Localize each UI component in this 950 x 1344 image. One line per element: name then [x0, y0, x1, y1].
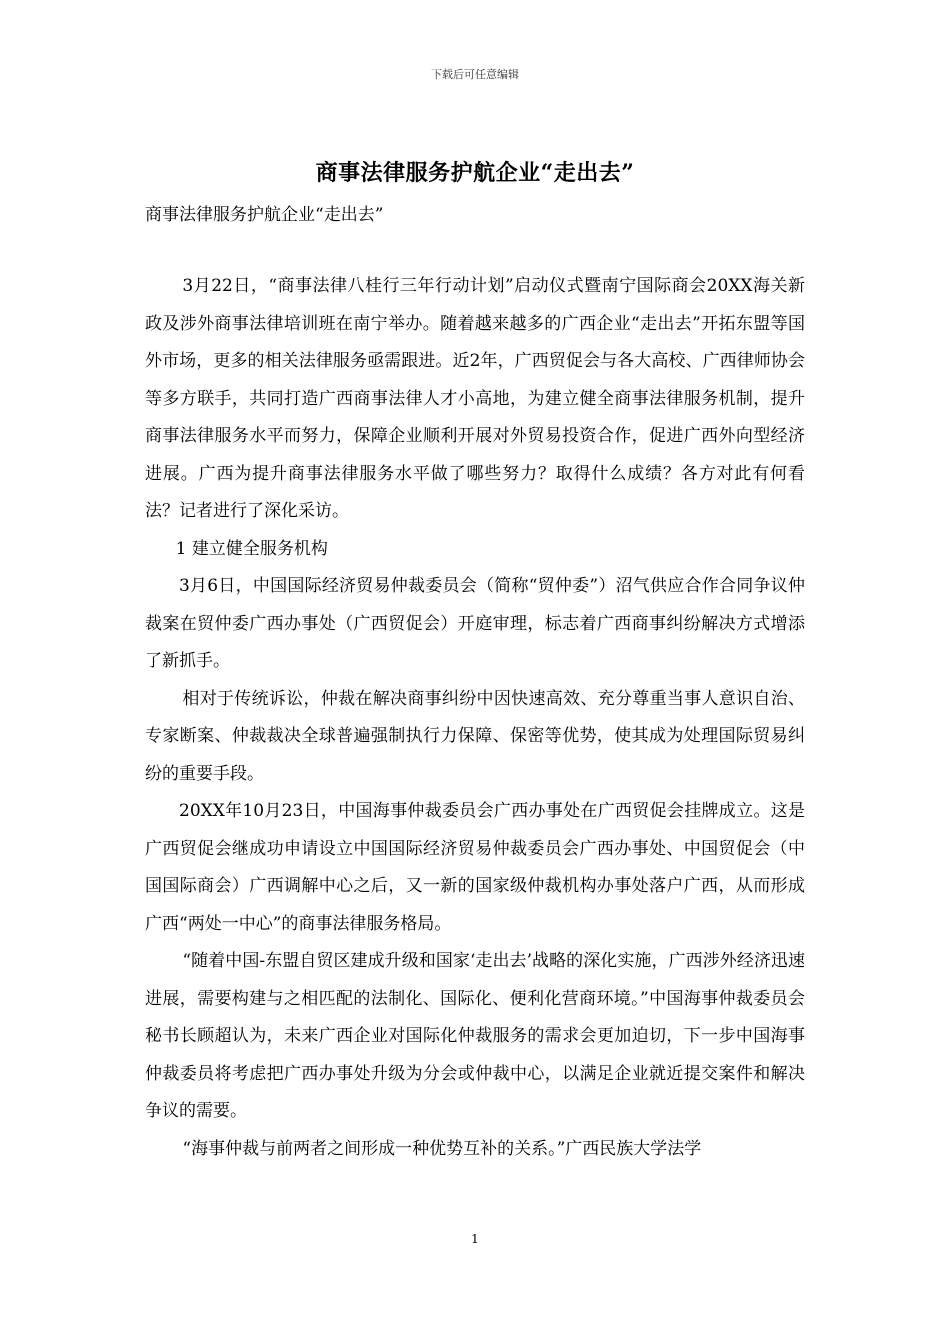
body-paragraph: “海事仲裁与前两者之间形成一种优势互补的关系。”广西民族大学法学 [182, 1138, 702, 1159]
body-paragraph: 相对于传统诉讼，仲裁在解决商事纠纷中因快速高效、充分尊重当事人意识自治、专家断案、仲裁裁决全球普遍强制执行力保障、保密等优势，使其成为处理国际贸易纠纷的重要手段。 [145, 688, 805, 784]
body-paragraph: 3月6日，中国国际经济贸易仲裁委员会（简称“贸仲委”）沼气供应合作合同争议仲裁案在贸仲委广西办事处（广西贸促会）开庭审理，标志着广西商事纠纷解决方式增添了新抓手。 [145, 576, 805, 671]
document-title: 商事法律服务护航企业“走出去” [315, 160, 635, 186]
body-paragraph: 3月22日，“商事法律八桂行三年行动计划”启动仪式暨南宁国际商会20XX海关新政及涉外商事法律培训班在南宁举办。随着越来越多的广西企业“走出去”开拓东盟等国外市场，更多的相关法律服务亟需跟进。近2年，广西贸促会与各大高校、广西律师协会等多方联手，共同打造广西商事法律人才小高地，为建立健全商事法律服务机制，提升商事法律服务水平而努力，保障企业顺利开展对外贸易投资合作，促进广西外向型经济进展。广西为提升商事法律服务水平做了哪些努力？取得什么成绩？各方对此有何看法？记者进行了深化采访。 [145, 276, 805, 521]
document-body [145, 268, 805, 1168]
page-number: 1 [471, 1232, 479, 1246]
body-paragraph: 20XX年10月23日，中国海事仲裁委员会广西办事处在广西贸促会挂牌成立。这是广西贸促会继成功申请设立中国国际经济贸易仲裁委员会广西办事处、中国贸促会（中国国际商会）广西调解中心之后，又一新的国家级仲裁机构办事处落户广西，从而形成广西“两处一中心”的商事法律服务格局。 [145, 801, 805, 934]
section-heading: 1 建立健全服务机构 [175, 538, 328, 559]
header-note: 下载后可任意编辑 [431, 68, 519, 81]
body-paragraph: “随着中国-东盟自贸区建成升级和国家‘走出去’战略的深化实施，广西涉外经济迅速进展，需要构建与之相匹配的法制化、国际化、便利化营商环境。”中国海事仲裁委员会秘书长顾超认为，未来广西企业对国际化仲裁服务的需求会更加迫切，下一步中国海事仲裁委员将考虑把广西办事处升级为分会或仲裁中心，以满足企业就近提交案件和解决争议的需要。 [145, 951, 805, 1121]
document-subtitle: 商事法律服务护航企业“走出去” [145, 205, 384, 225]
